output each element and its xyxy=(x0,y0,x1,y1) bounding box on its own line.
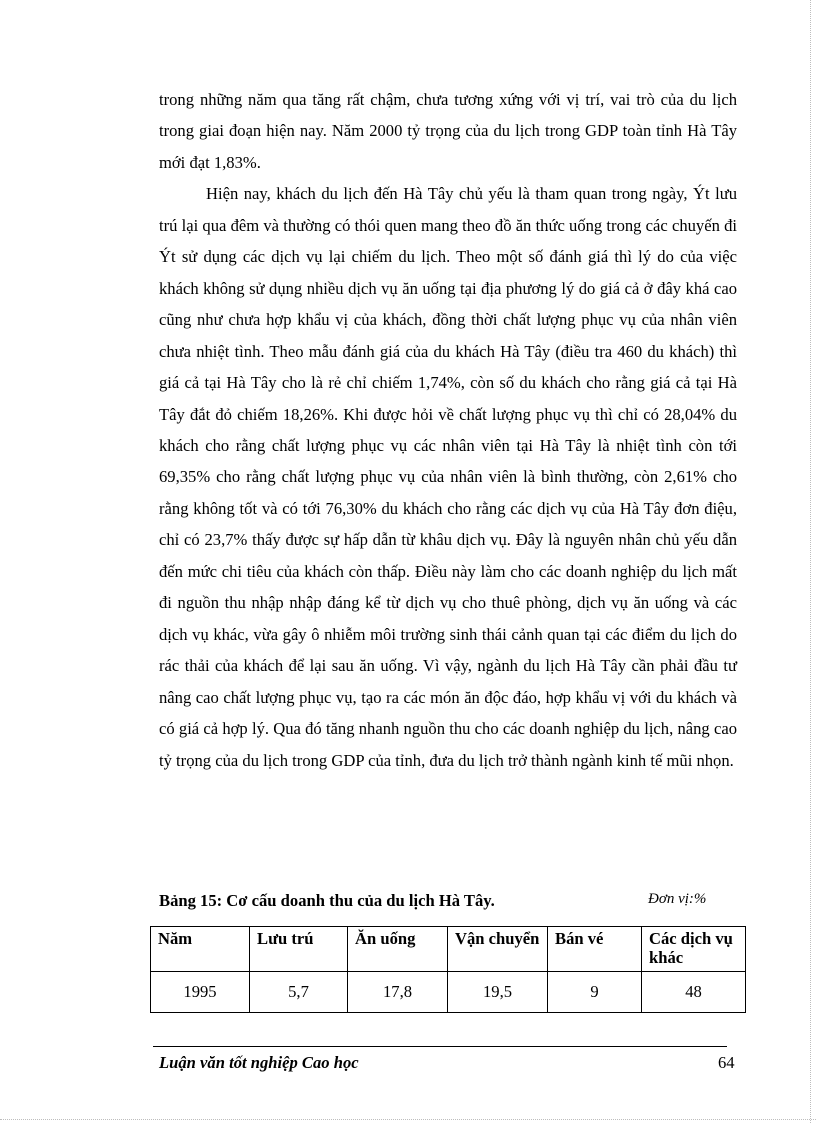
table-caption xyxy=(159,891,737,917)
table-title: Bảng 15: Cơ cấu doanh thu của du lịch Hà Tây. xyxy=(159,891,495,910)
header-year: Năm xyxy=(151,927,250,972)
header-food: Ăn uống xyxy=(348,927,448,972)
page-border-bottom xyxy=(0,1119,816,1120)
cell-transport: 19,5 xyxy=(448,972,548,1013)
header-transport: Vận chuyển xyxy=(448,927,548,972)
paragraph-1: trong những năm qua tăng rất chậm, chưa tương xứng với vị trí, vai trò của du lịch trong giai đoạn hiện nay. Năm 2000 tỷ trọng của du lịch trong GDP toàn tỉnh Hà Tây mới đạt 1,83%. xyxy=(159,90,737,172)
page-border-right xyxy=(810,0,811,1123)
paragraph-2: Hiện nay, khách du lịch đến Hà Tây chủ yếu là tham quan trong ngày, Ýt lưu trú lại qua đêm và thường có thói quen mang theo đồ ăn thức uống trong các chuyến đi Ýt sử dụng các dịch vụ lại chiếm du lịch. Theo một số đánh giá thì lý do của việc khách không sử dụng nhiều dịch vụ ăn uống tại địa phương lý do giá cả ở đây khá cao cũng như chưa hợp khẩu vị của khách, đồng thời chất lượng phục vụ của nhân viên chưa nhiệt tình. Theo mẫu đánh giá của du khách Hà Tây (điều tra 460 du khách) thì giá cả tại Hà Tây cho là rẻ chỉ chiếm 1,74%, còn số du khách cho rằng giá cả tại Hà Tây đắt đỏ chiếm 18,26%. Khi được hỏi về chất lượng phục vụ thì chỉ có 28,04% du khách cho rằng chất lượng phục vụ các nhân viên tại Hà Tây là nhiệt tình còn tới 69,35% cho rằng chất lượng phục vụ của nhân viên là bình thường, còn 2,61% cho rằng không tốt và có tới 76,30% du khách cho rằng các dịch vụ của Hà Tây đơn điệu, chỉ có 23,7% thấy được sự hấp dẫn từ khâu dịch vụ. Đây là nguyên nhân chủ yếu dẫn đến mức chi tiêu của khách còn thấp. Điều này làm cho các doanh nghiệp du lịch mất đi nguồn thu nhập nhập đáng kể từ dịch vụ cho thuê phòng, dịch vụ ăn uống và các dịch vụ khác, vừa gây ô nhiễm môi trường sinh thái cảnh quan tại các điểm du lịch do rác thải của khách để lại sau ăn uống. Vì vậy, ngành du lịch Hà Tây cần phải đầu tư nâng cao chất lượng phục vụ, tạo ra các món ăn độc đáo, hợp khẩu vị với du khách và có giá cả hợp lý. Qua đó tăng nhanh nguồn thu cho các doanh nghiệp du lịch, nâng cao tỷ trọng của du lịch trong GDP của tỉnh, đưa du lịch trở thành ngành kinh tế mũi nhọn. xyxy=(159,184,737,770)
cell-other-services: 48 xyxy=(642,972,746,1013)
table-unit: Đơn vị:% xyxy=(648,891,707,907)
body-text xyxy=(159,84,737,776)
table-header-row xyxy=(151,927,746,972)
footer-divider xyxy=(153,1046,727,1047)
cell-year: 1995 xyxy=(151,972,250,1013)
table-row xyxy=(151,972,746,1013)
header-tickets: Bán vé xyxy=(548,927,642,972)
cell-tickets: 9 xyxy=(548,972,642,1013)
cell-food: 17,8 xyxy=(348,972,448,1013)
header-other-services: Các dịch vụ khác xyxy=(642,927,746,972)
footer-title: Luận văn tốt nghiệp Cao học xyxy=(159,1053,359,1072)
revenue-structure-table xyxy=(150,926,746,1013)
cell-accommodation: 5,7 xyxy=(250,972,348,1013)
header-accommodation: Lưu trú xyxy=(250,927,348,972)
page-number: 64 xyxy=(718,1053,735,1072)
